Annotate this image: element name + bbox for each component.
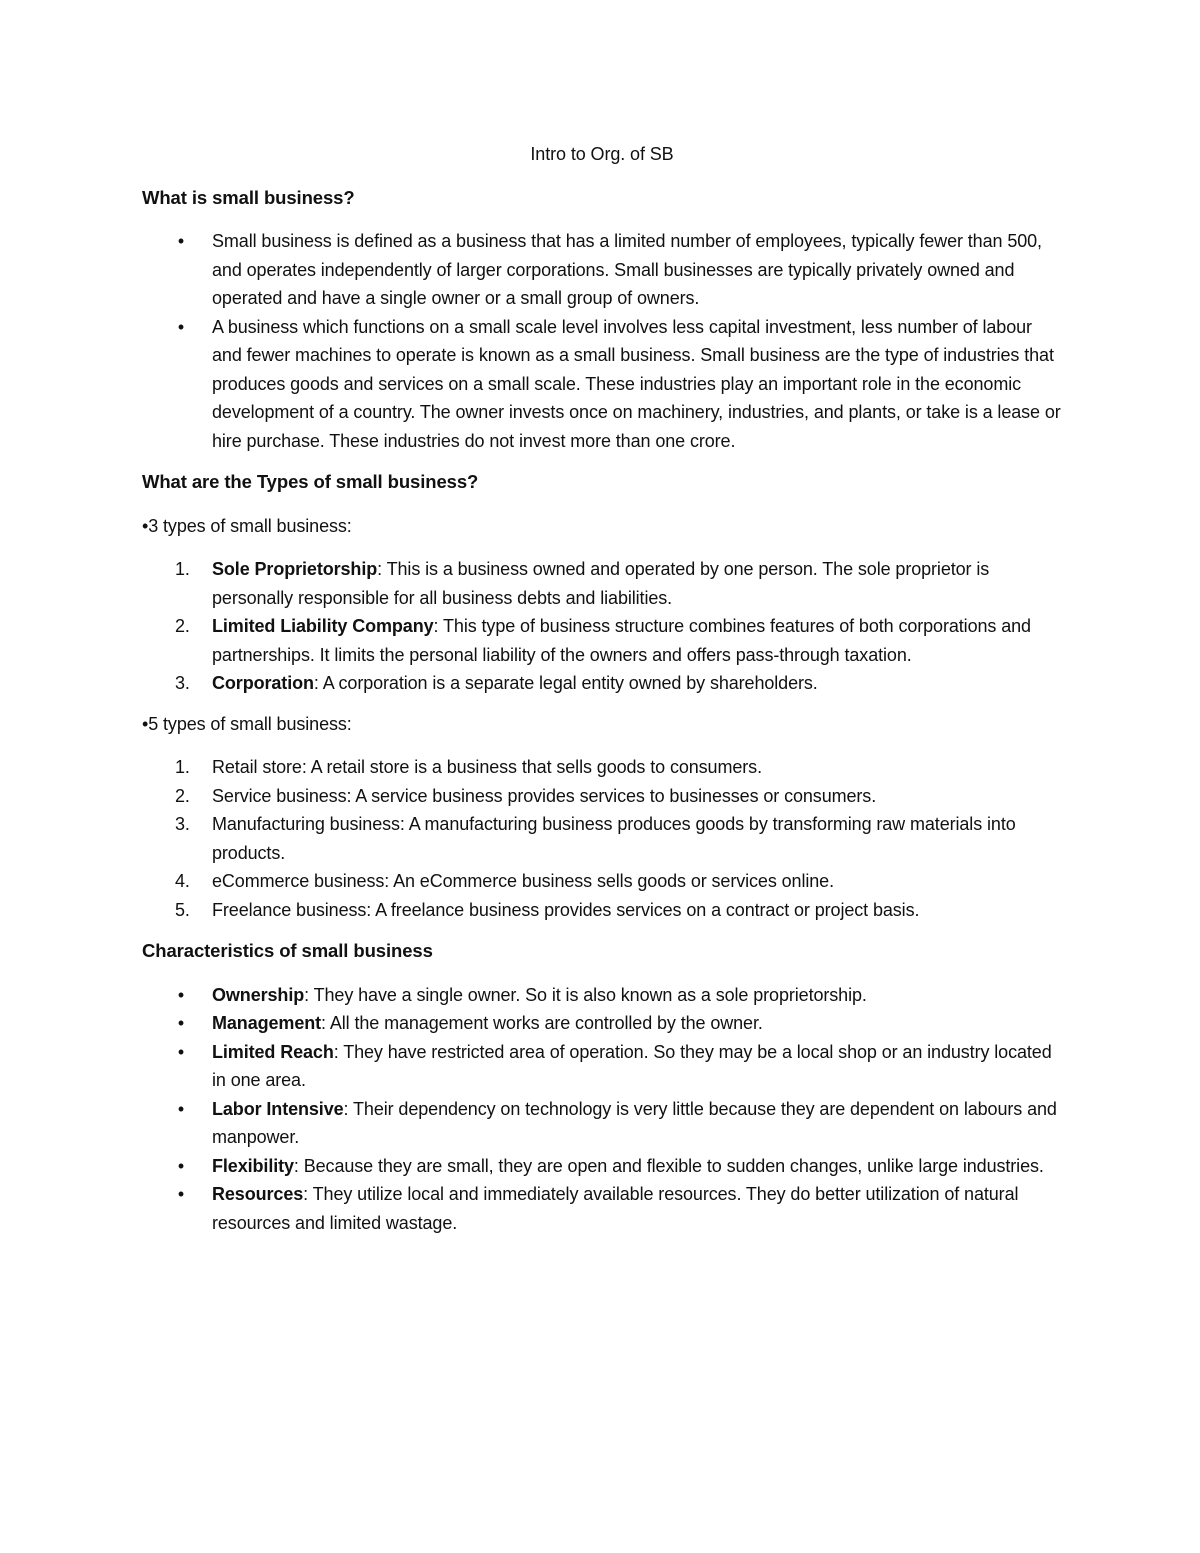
- definition-bullet-list: [142, 227, 1062, 455]
- list-item-text: Service business: A service business provides services to businesses or consumers.: [212, 785, 877, 806]
- list-item-text: Manufacturing business: A manufacturing business produces goods by transforming raw materials into products.: [212, 814, 1016, 863]
- term-label: Labor Intensive: [212, 1098, 344, 1119]
- list-number: 2.: [175, 785, 190, 806]
- term-description: : Because they are small, they are open and flexible to sudden changes, unlike large industries.: [293, 1155, 1044, 1176]
- list-item-text: Small business is defined as a business that has a limited number of employees, typically fewer than 500, and operates independently of larger corporations. Small businesses are typically privately owned and operated and have a single owner or a small group of owners.: [212, 231, 1042, 308]
- list-number: 4.: [175, 871, 190, 891]
- types-group-label-5: •5 types of small business:: [142, 713, 352, 734]
- list-item: [142, 1180, 1062, 1237]
- types-group-label-3: •3 types of small business:: [142, 515, 352, 536]
- section-heading-characteristics: Characteristics of small business: [142, 940, 433, 961]
- term-description: : They have a single owner. So it is also known as a sole proprietorship.: [304, 984, 867, 1005]
- term-description: : Their dependency on technology is very little because they are dependent on labours and manpower.: [212, 1098, 1057, 1147]
- list-item: [142, 1038, 1062, 1095]
- list-item: [142, 1152, 1062, 1181]
- list-item: [142, 896, 1062, 925]
- list-item: [142, 313, 1062, 456]
- term-label: Corporation: [212, 673, 314, 693]
- term-label: Management: [212, 1013, 322, 1033]
- list-item: [142, 669, 1062, 698]
- bullet-icon: •: [177, 1184, 185, 1204]
- term-description: : They utilize local and immediately available resources. They do better utilization of natural resources and limited wastage.: [212, 1184, 1019, 1233]
- list-number: 5.: [175, 899, 190, 920]
- list-number: 3.: [175, 814, 190, 834]
- term-label: Ownership: [212, 984, 305, 1005]
- list-item: [142, 227, 1062, 313]
- term-description: : A corporation is a separate legal entity owned by shareholders.: [313, 673, 818, 693]
- term-description: : This type of business structure combines features of both corporations and partnerships. It limits the personal liability of the owners and offers pass-through taxation.: [212, 616, 1031, 665]
- bullet-icon: •: [177, 1155, 185, 1176]
- list-item: [142, 612, 1062, 669]
- list-number: 2.: [175, 616, 190, 636]
- term-description: : All the management works are controlled by the owner.: [321, 1013, 763, 1033]
- bullet-icon: •: [177, 1013, 185, 1033]
- term-label: Limited Liability Company: [212, 616, 434, 636]
- term-description: : This is a business owned and operated by one person. The sole proprietor is personally responsible for all business debts and liabilities.: [212, 559, 990, 608]
- list-item: [142, 867, 1062, 896]
- list-item: [142, 753, 1062, 782]
- term-label: Sole Proprietorship: [212, 559, 378, 579]
- list-item: [142, 1095, 1062, 1152]
- list-item: [142, 810, 1062, 867]
- list-item: [142, 555, 1062, 612]
- term-label: Flexibility: [212, 1155, 294, 1176]
- section-heading-what-is: What is small business?: [142, 186, 355, 208]
- list-number: 1.: [175, 559, 190, 579]
- list-number: 3.: [175, 673, 190, 693]
- bullet-icon: •: [177, 984, 185, 1005]
- document-body: [142, 140, 1062, 1249]
- bullet-icon: •: [177, 1041, 185, 1062]
- document-title: Intro to Org. of SB: [530, 144, 674, 164]
- list-item: [142, 1009, 1062, 1038]
- characteristics-bullet-list: [142, 981, 1062, 1238]
- bullet-icon: •: [177, 316, 185, 337]
- three-types-list: [142, 555, 1062, 698]
- section-heading-types: What are the Types of small business?: [142, 471, 479, 492]
- list-item-text: Freelance business: A freelance business provides services on a contract or project basis.: [212, 899, 920, 920]
- term-label: Limited Reach: [212, 1041, 334, 1062]
- list-number: 1.: [175, 757, 190, 777]
- list-item: [142, 981, 1062, 1010]
- five-types-list: [142, 753, 1062, 924]
- list-item: [142, 782, 1062, 811]
- bullet-icon: •: [177, 231, 185, 251]
- term-label: Resources: [212, 1184, 304, 1204]
- bullet-icon: •: [177, 1098, 185, 1119]
- list-item-text: Retail store: A retail store is a business that sells goods to consumers.: [212, 757, 762, 777]
- list-item-text: A business which functions on a small scale level involves less capital investment, less number of labour and fewer machines to operate is known as a small business. Small business are the type of industries that produces goods and services on a small scale. These industries play an important role in the economic development of a country. The owner invests once on machinery, industries, and plants, or take is a lease or hire purchase. These industries do not invest more than one crore.: [212, 316, 1061, 451]
- list-item-text: eCommerce business: An eCommerce business sells goods or services online.: [212, 871, 834, 891]
- term-description: : They have restricted area of operation. So they may be a local shop or an industry located in one area.: [212, 1041, 1052, 1090]
